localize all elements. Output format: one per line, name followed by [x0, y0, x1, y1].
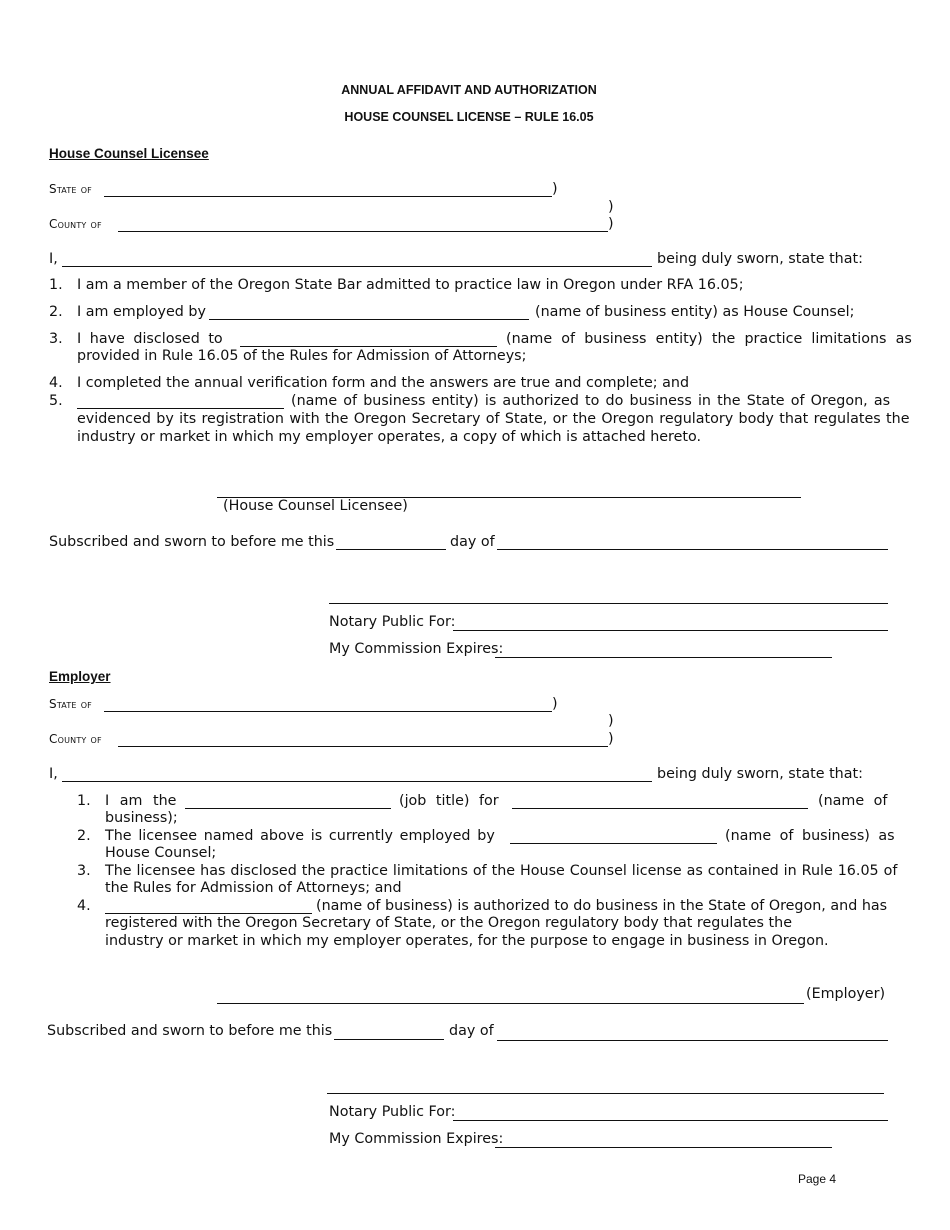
list-item-text: (name of business entity) the practice limitations as	[506, 331, 912, 347]
bracket-paren: )	[608, 713, 614, 729]
list-item-text: I am a member of the Oregon State Bar admitted to practice law in Oregon under RFA 16.05;	[77, 277, 744, 293]
employer-heading: Employer	[49, 669, 111, 684]
business-entity-field[interactable]	[240, 346, 497, 347]
list-number: 3.	[77, 863, 91, 879]
list-number: 3.	[49, 331, 63, 347]
business-name-field[interactable]	[105, 913, 312, 914]
list-item-text: the Rules for Admission of Attorneys; and	[105, 880, 402, 896]
employer-name-field[interactable]	[62, 781, 652, 782]
list-item-text: The licensee named above is currently employed by	[105, 828, 495, 844]
employer-state-field[interactable]	[104, 711, 552, 712]
sworn-day-field[interactable]	[336, 549, 446, 550]
commission-expires-field[interactable]	[495, 657, 832, 658]
licensee-state-field[interactable]	[104, 196, 552, 197]
job-title-field[interactable]	[185, 808, 391, 809]
list-number: 2.	[77, 828, 91, 844]
subscribed-text: Subscribed and sworn to before me this	[49, 534, 335, 550]
day-of-text: day of	[450, 534, 495, 550]
licensee-sworn-text: being duly sworn, state that:	[657, 251, 863, 267]
subscribed-text: Subscribed and sworn to before me this	[47, 1023, 333, 1039]
list-number: 1.	[77, 793, 91, 809]
licensee-i-label: I,	[49, 251, 58, 267]
list-item-text: evidenced by its registration with the Oregon Secretary of State, or the Oregon regulatory body that regulates the	[77, 411, 910, 427]
day-of-text: day of	[449, 1023, 494, 1039]
document-title: ANNUAL AFFIDAVIT AND AUTHORIZATION	[341, 83, 597, 97]
bracket-paren: )	[552, 696, 558, 712]
employer-state-label: State of	[49, 697, 92, 711]
list-number: 4.	[77, 898, 91, 914]
list-item-text: The licensee has disclosed the practice limitations of the House Counsel license as contained in Rule 16.05 of	[105, 863, 898, 879]
commission-expires-field[interactable]	[495, 1147, 832, 1148]
list-item-text: I am employed by	[77, 304, 206, 320]
list-item-text: I am the	[105, 793, 177, 809]
employer-signature-field[interactable]	[217, 1003, 804, 1004]
list-item-text: industry or market in which my employer operates, a copy of which is attached hereto.	[77, 429, 702, 445]
sworn-month-field[interactable]	[497, 549, 888, 550]
commission-label: My Commission Expires:	[329, 1131, 504, 1147]
employer-county-label: County of	[49, 732, 102, 746]
sworn-month-field[interactable]	[497, 1040, 888, 1041]
sworn-day-field[interactable]	[334, 1039, 444, 1040]
list-item-text: provided in Rule 16.05 of the Rules for Admission of Attorneys;	[77, 348, 527, 364]
list-item-text: (name of business) as	[725, 828, 895, 844]
list-number: 1.	[49, 277, 63, 293]
employer-county-field[interactable]	[118, 746, 608, 747]
licensee-county-field[interactable]	[118, 231, 608, 232]
list-item-text: industry or market in which my employer operates, for the purpose to engage in business in Oregon.	[105, 933, 829, 949]
notary-public-label: Notary Public For:	[329, 1104, 456, 1120]
list-item-text: (name of business entity) is authorized to do business in the State of Oregon, as	[291, 393, 891, 409]
employer-name-field[interactable]	[209, 319, 529, 320]
notary-signature-field[interactable]	[329, 603, 888, 604]
bracket-paren: )	[608, 216, 614, 232]
business-name-field[interactable]	[510, 843, 717, 844]
licensee-heading: House Counsel Licensee	[49, 146, 209, 161]
employer-sworn-text: being duly sworn, state that:	[657, 766, 863, 782]
employer-signature-caption: (Employer)	[806, 986, 886, 1002]
licensee-signature-caption: (House Counsel Licensee)	[223, 498, 408, 514]
licensee-county-label: County of	[49, 217, 102, 231]
list-number: 4.	[49, 375, 63, 391]
list-number: 5.	[49, 393, 63, 409]
list-item-text: (name of business entity) as House Counsel;	[535, 304, 855, 320]
list-item-text: (name of business) is authorized to do business in the State of Oregon, and has	[316, 898, 888, 914]
notary-public-field[interactable]	[453, 630, 888, 631]
list-item-text: I completed the annual verification form and the answers are true and complete; and	[77, 375, 690, 391]
list-item-text: (job title) for	[399, 793, 499, 809]
notary-signature-field[interactable]	[327, 1093, 884, 1094]
notary-public-field[interactable]	[453, 1120, 888, 1121]
document-subtitle: HOUSE COUNSEL LICENSE – RULE 16.05	[344, 110, 594, 124]
list-item-text: (name of	[818, 793, 888, 809]
employer-i-label: I,	[49, 766, 58, 782]
licensee-name-field[interactable]	[62, 266, 652, 267]
bracket-paren: )	[552, 181, 558, 197]
business-name-field[interactable]	[512, 808, 808, 809]
list-item-text: business);	[105, 810, 178, 826]
commission-label: My Commission Expires:	[329, 641, 504, 657]
bracket-paren: )	[608, 731, 614, 747]
business-entity-field[interactable]	[77, 408, 284, 409]
page-number: Page 4	[798, 1172, 837, 1186]
list-item-text: House Counsel;	[105, 845, 217, 861]
bracket-paren: )	[608, 199, 614, 215]
notary-public-label: Notary Public For:	[329, 614, 456, 630]
list-number: 2.	[49, 304, 63, 320]
list-item-text: registered with the Oregon Secretary of State, or the Oregon regulatory body that regulates the	[105, 915, 793, 931]
list-item-text: I have disclosed to	[77, 331, 223, 347]
licensee-state-label: State of	[49, 182, 92, 196]
